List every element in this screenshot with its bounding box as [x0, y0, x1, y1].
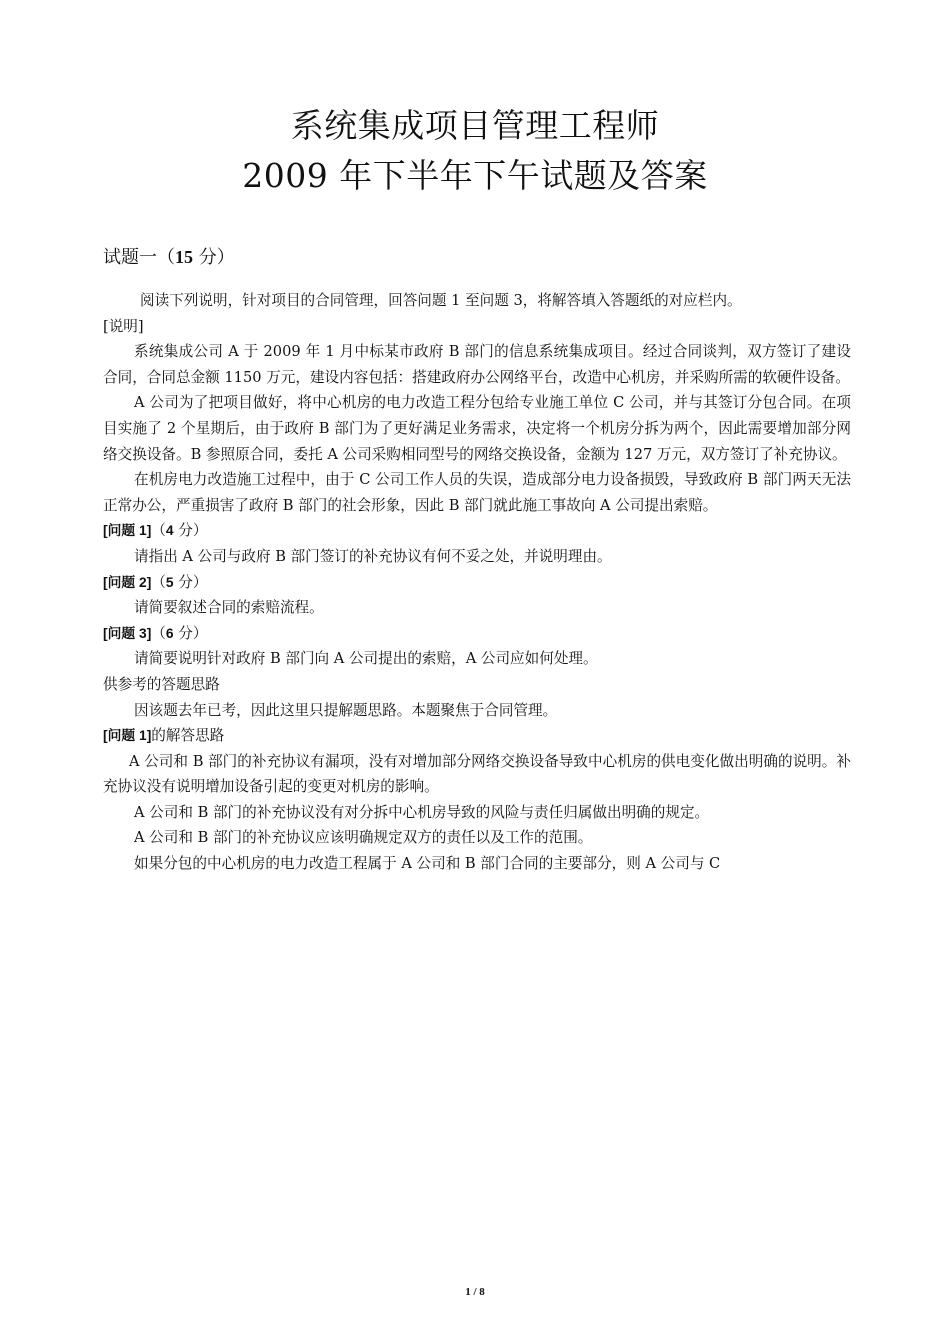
question-2-label: [问题 2]	[103, 574, 152, 590]
page-number: 1 / 8	[465, 1286, 485, 1298]
answer-1-heading	[103, 723, 851, 749]
intro-paragraph: 阅读下列说明，针对项目的合同管理，回答问题 1 至问题 3，将解答填入答题纸的对应栏内。	[140, 292, 742, 309]
question-2-score-post: 分）	[173, 573, 208, 591]
explain-label: [说明]	[103, 317, 144, 335]
section-heading-suffix: 分）	[193, 247, 235, 268]
question-3-score-post: 分）	[173, 624, 208, 642]
section-heading-prefix: 试题一（	[103, 247, 175, 268]
document-title-line-2: 2009 年下半年下午试题及答案	[242, 156, 708, 195]
question-3-heading	[103, 621, 851, 647]
scenario-paragraph-3: 在机房电力改造施工过程中，由于 C 公司工作人员的失误，造成部分电力设备损毁，导致政府 B 部门两天无法正常办公，严重损害了政府 B 部门的社会形象，因此 B 部门就此施工事故向 A 公司提出索赔。	[103, 471, 851, 514]
answer-1-label-suffix: 的解答思路	[151, 727, 225, 745]
question-1-score-pre: （	[151, 522, 166, 540]
question-3-label: [问题 3]	[103, 625, 152, 641]
reference-note: 因该题去年已考，因此这里只提解题思路。本题聚焦于合同管理。	[134, 701, 558, 719]
answer-1-paragraph-4: 如果分包的中心机房的电力改造工程属于 A 公司和 B 部门合同的主要部分，则 A 公司与 C	[134, 855, 721, 873]
question-1-heading	[103, 518, 851, 544]
question-2-score: 5	[165, 574, 174, 590]
question-1-label: [问题 1]	[103, 523, 152, 539]
section-heading	[103, 244, 235, 271]
question-2-heading	[103, 570, 851, 596]
scenario-paragraph-1: 系统集成公司 A 于 2009 年 1 月中标某市政府 B 部门的信息系统集成项目。经过合同谈判，双方签订了建设合同，合同总金额 1150 万元，建设内容包括：搭建政府办公网络平台，改造中心机房，并采购所需的软硬件设备。	[103, 343, 851, 386]
scenario-paragraph-2: A 公司为了把项目做好，将中心机房的电力改造工程分包给专业施工单位 C 公司，并与其签订分包合同。在项目实施了 2 个星期后，由于政府 B 部门为了更好满足业务需求，决定将一个机房分拆为两个，因此需要增加部分网络交换设备。B 参照原合同，委托 A 公司采购相同型号的网络交换设备，金额为 127 万元，双方签订了补充协议。	[103, 394, 851, 463]
question-1-score-post: 分）	[173, 522, 208, 540]
question-2-text: 请简要叙述合同的索赔流程。	[134, 599, 324, 617]
question-2-score-pre: （	[151, 573, 166, 591]
reference-label: 供参考的答题思路	[103, 675, 220, 693]
question-3-text: 请简要说明针对政府 B 部门向 A 公司提出的索赔，A 公司应如何处理。	[134, 650, 598, 668]
answer-1-label: [问题 1]	[103, 728, 152, 744]
question-1-text: 请指出 A 公司与政府 B 部门签订的补充协议有何不妥之处，并说明理由。	[134, 547, 612, 565]
question-3-score-pre: （	[151, 624, 166, 642]
section-points: 15	[175, 247, 193, 267]
answer-1-paragraph-3: A 公司和 B 部门的补充协议应该明确规定双方的责任以及工作的范围。	[134, 829, 593, 847]
question-3-score: 6	[165, 625, 174, 641]
answer-1-paragraph-1: A 公司和 B 部门的补充协议有漏项，没有对增加部分网络交换设备导致中心机房的供电变化做出明确的说明。补充协议没有说明增加设备引起的变更对机房的影响。	[103, 752, 851, 796]
document-title-line-1: 系统集成项目管理工程师	[290, 106, 660, 145]
answer-1-paragraph-2: A 公司和 B 部门的补充协议没有对分拆中心机房导致的风险与责任归属做出明确的规定。	[134, 803, 710, 821]
question-1-score: 4	[165, 523, 174, 539]
document-body	[103, 288, 851, 877]
